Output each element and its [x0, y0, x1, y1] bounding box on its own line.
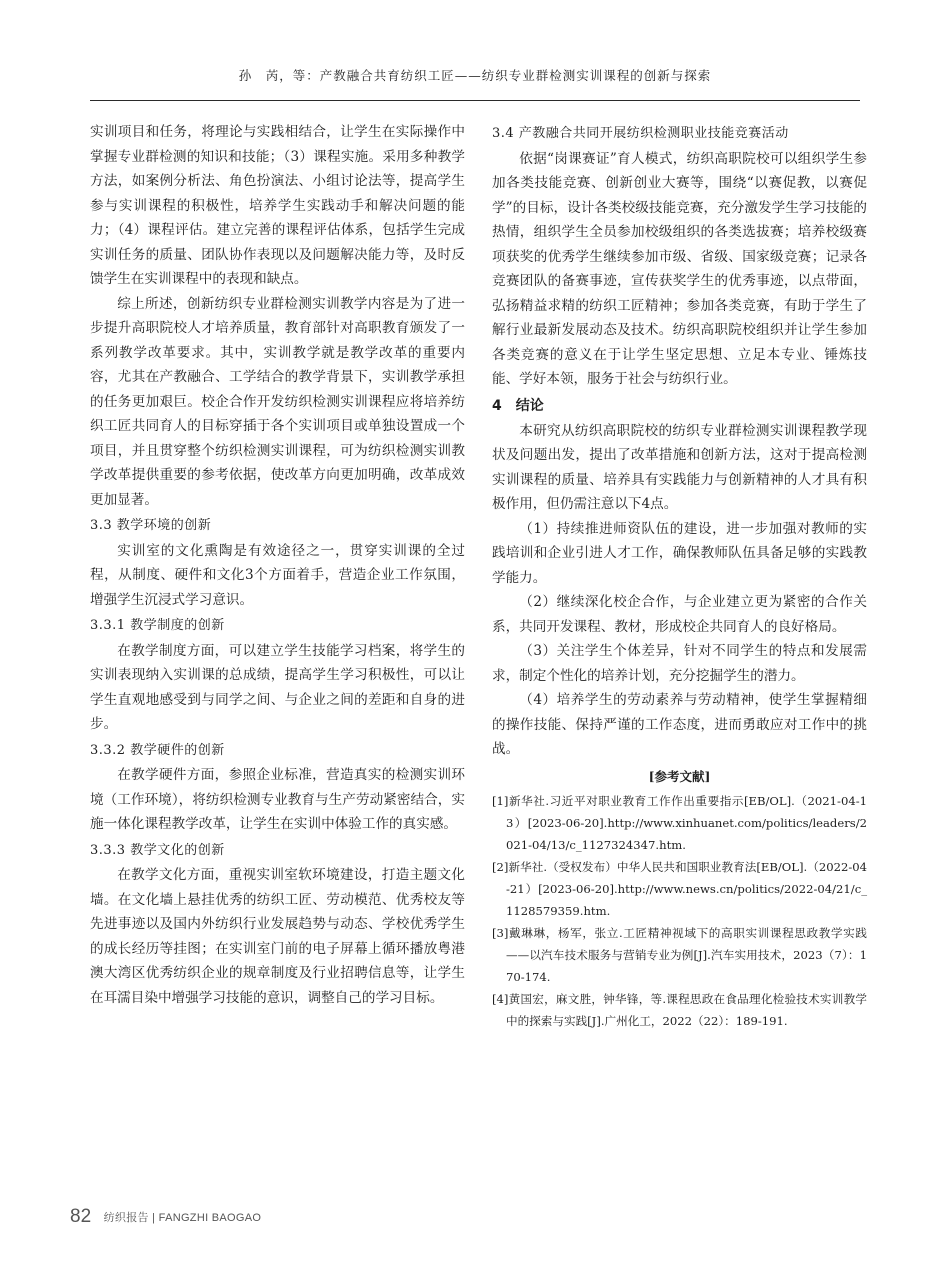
paragraph: 本研究从纺织高职院校的纺织专业群检测实训课程教学现状及问题出发，提出了改革措施和创新方法，这对于提高检测实训课程的质量、培养具有实践能力与创新精神的人才具有积极作用，但仍需注意以下4点。	[492, 422, 867, 512]
conclusion-point: （1）持续推进师资队伍的建设，进一步加强对教师的实践培训和企业引进人才工作，确保教师队伍具备足够的实践教学能力。	[492, 520, 867, 586]
paragraph: 综上所述，创新纺织专业群检测实训教学内容是为了进一步提升高职院校人才培养质量，教育部针对高职教育颁发了一系列教学改革要求。其中，实训教学就是教学改革的重要内容，尤其在产教融合、工学结合的教学背景下，实训教学承担的任务更加艰巨。校企合作开发纺织检测实训课程应将培养纺织工匠共同育人的目标穿插于各个实训项目或单独设置成一个项目，并且贯穿整个纺织检测实训课程，可为纺织检测实训教学改革提供重要的参考依据，使改革方向更加明确，改革成效更加显著。	[90, 295, 465, 508]
reference-item: [2]新华社.（受权发布）中华人民共和国职业教育法[EB/OL].（2022-04-21）[2023-06-20].http://www.news.cn/politics/2022-04/21/c_1128579359.htm.	[492, 859, 867, 918]
section-heading-3-3-2: 3.3.2 教学硬件的创新	[90, 742, 225, 758]
paragraph: 实训室的文化熏陶是有效途径之一，贯穿实训课的全过程，从制度、硬件和文化3个方面着手，营造企业工作氛围，增强学生沉浸式学习意识。	[90, 542, 465, 608]
section-heading-3-3-3: 3.3.3 教学文化的创新	[90, 842, 225, 858]
paragraph: 实训项目和任务，将理论与实践相结合，让学生在实际操作中掌握专业群检测的知识和技能；（3）课程实施。采用多种教学方法，如案例分析法、角色扮演法、小组讨论法等，提高学生参与实训课程的积极性，培养学生实践动手和解决问题的能力；（4）课程评估。建立完善的课程评估体系，包括学生完成实训任务的质量、团队协作表现以及问题解决能力等，及时反馈学生在实训课程中的表现和缺点。	[90, 124, 465, 287]
section-heading-3-3: 3.3 教学环境的创新	[90, 518, 212, 533]
journal-name: 纺织报告 | FANGZHI BAOGAO	[103, 1212, 262, 1224]
paragraph: 在教学制度方面，可以建立学生技能学习档案，将学生的实训表现纳入实训课的总成绩，提高学生学习积极性，可以让学生直观地感受到与同学之间、与企业之间的差距和自身的进步。	[90, 642, 465, 732]
section-heading-4: 4 结论	[492, 397, 544, 414]
references-title: [参考文献]	[648, 768, 711, 784]
conclusion-point: （2）继续深化校企合作，与企业建立更为紧密的合作关系，共同开发课程、教材，形成校企共同育人的良好格局。	[492, 594, 867, 635]
conclusion-point: （3）关注学生个体差异，针对不同学生的特点和发展需求，制定个性化的培养计划，充分挖掘学生的潜力。	[492, 643, 867, 684]
running-header: 孙 芮，等：产教融合共育纺织工匠——纺织专业群检测实训课程的创新与探索	[238, 68, 712, 83]
conclusion-point: （4）培养学生的劳动素养与劳动精神，使学生掌握精细的操作技能、保持严谨的工作态度，进而勇敢应对工作中的挑战。	[492, 692, 867, 757]
page-footer	[70, 1206, 261, 1228]
paragraph: 在教学硬件方面，参照企业标准，营造真实的检测实训环境（工作环境），将纺织检测专业教育与生产劳动紧密结合，实施一体化课程教学改革，让学生在实训中体验工作的真实感。	[90, 767, 465, 832]
section-heading-3-4: 3.4 产教融合共同开展纺织检测职业技能竞赛活动	[492, 126, 789, 141]
reference-item: [3]戴琳琳，杨军，张立.工匠精神视域下的高职实训课程思政教学实践——以汽车技术服务与营销专业为例[J].汽车实用技术，2023（7）：170-174.	[492, 925, 867, 984]
page-number: 82	[70, 1206, 92, 1227]
header-rule	[90, 100, 860, 101]
paragraph: 在教学文化方面，重视实训室软环境建设，打造主题文化墙。在文化墙上悬挂优秀的纺织工匠、劳动模范、优秀校友等先进事迹以及国内外纺织行业发展趋势与动态、学校优秀学生的成长经历等挂图；在实训室门前的电子屏幕上循环播放粤港澳大湾区优秀纺织企业的规章制度及行业招聘信息等，让学生在耳濡目染中增强学习技能的意识，调整自己的学习目标。	[90, 867, 465, 1006]
right-column	[492, 120, 867, 1032]
reference-item: [4]黄国宏，麻文胜，钟华锋，等.课程思政在食品理化检验技术实训教学中的探索与实践[J].广州化工，2022（22）：189-191.	[492, 991, 867, 1028]
left-column	[90, 120, 465, 1010]
reference-item: [1]新华社.习近平对职业教育工作作出重要指示[EB/OL].（2021-04-13）[2023-06-20].http://www.xinhuanet.com/politics/leaders/2021-04/13/c_1127324347.htm.	[492, 793, 867, 852]
paragraph: 依据“岗课赛证”育人模式，纺织高职院校可以组织学生参加各类技能竞赛、创新创业大赛等，围绕“以赛促教，以赛促学”的目标，设计各类校级技能竞赛，充分激发学生学习技能的热情，组织学生全员参加校级组织的各类选拔赛；培养校级赛项获奖的优秀学生继续参加市级、省级、国家级竞赛；记录各竞赛团队的备赛事迹，宣传获奖学生的优秀事迹，以点带面，弘扬精益求精的纺织工匠精神；参加各类竞赛，有助于学生了解行业最新发展动态及技术。纺织高职院校组织并让学生参加各类竞赛的意义在于让学生坚定思想、立足本专业、锤炼技能、学好本领，服务于社会与纺织行业。	[492, 150, 867, 387]
section-heading-3-3-1: 3.3.1 教学制度的创新	[90, 618, 225, 633]
